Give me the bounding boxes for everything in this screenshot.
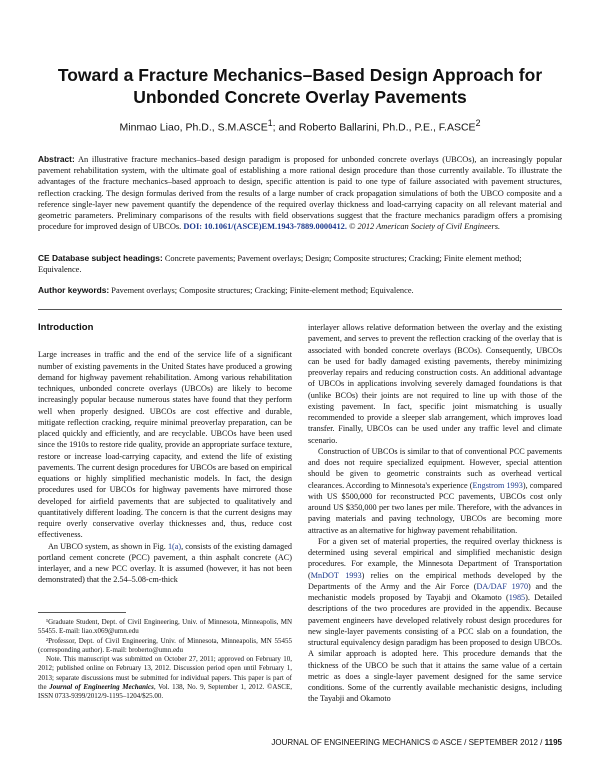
header-divider: [38, 309, 562, 310]
footer-journal: JOURNAL OF ENGINEERING MECHANICS © ASCE / SEPTEMBER 2012 /: [271, 738, 543, 747]
title-line-2: Unbonded Concrete Overlay Pavements: [133, 87, 467, 107]
intro-p2-text-a: An UBCO system, as shown in Fig.: [48, 541, 166, 551]
ref-tayabji-1985[interactable]: 1985: [508, 593, 526, 602]
right-p3-text-b: ) relies on the empirical methods developed by the Departments of the Army and the Air Force (: [308, 570, 562, 591]
right-p2-text-a: Construction of UBCOs is similar to that of conventional PCC pavements and does not require specialized equipment. However, special attention should be given to geometric constraints such as overhead vertical clearances. According to Minnesota's experience (: [308, 446, 562, 490]
author-keywords-text: Pavement overlays; Composite structures; Cracking; Finite-element method; Equivalence.: [111, 286, 414, 295]
right-paragraph-2: [308, 446, 562, 536]
right-column: [308, 322, 562, 705]
author-keywords: [38, 285, 562, 296]
abstract-text: An illustrative fracture mechanics–based design paradigm is proposed for unbonded concrete overlays (UBCOs), an increasingly popular pavement rehabilitation system, with the ultimate goal of establishing a more rational design procedure than those currently available. To illustrate the advantages of the fracture mechanics–based approach to design, specific attention is paid to one type of failure associated with pavement structures, reflection cracking. The design formulas derived from the results of a large number of crack propagation simulations of both the UBCO composite and a reference single-layer new pavement quantify the dependence of the required overlay thickness and load-carrying capacity on all relevant material and geometric parameters. Preliminary comparisons of the results with field observations suggest that the fracture mechanics paradigm offers a promising procedure for improved design of UBCOs.: [38, 155, 562, 232]
section-heading-introduction: Introduction: [38, 322, 94, 333]
intro-paragraph-2: [38, 541, 292, 586]
abstract-label: Abstract:: [38, 154, 75, 164]
author-line: [40, 118, 560, 134]
right-p3-text-c: ) and the mechanistic models proposed by Tayabji and Okamoto (: [308, 581, 562, 602]
right-p2-text-b: ), compared with US $500,000 for reconstructed PCC pavements, UBCOs cost only around US $350,000 per two lanes per mile. Therefore, with the advances in paving materials and paving technology, UBCOs are becoming more attractive as an alternative for highway pavement rehabilitation.: [308, 480, 562, 535]
note-text-b: , Vol. 138, No. 9, September 1, 2012. ©ASCE, ISSN 0733-9399/2012/9-1195–1204/$25.00.: [38, 683, 293, 701]
note-text-a: Note. This manuscript was submitted on October 27, 2011; approved on February 10, 2012; published online on February 13, 2012. Discussion period open until February 1, 2013; separate discussions must be submitted for individual papers. This paper is part of the: [38, 655, 292, 692]
author-2-affil: 2: [475, 118, 481, 128]
footnote-rule: [38, 612, 126, 613]
ce-headings-text: Concrete pavements; Pavement overlays; Design; Composite structures; Cracking; Finite element method; Equivalence.: [38, 254, 522, 275]
paper-title: [40, 64, 560, 108]
figure-1a-link[interactable]: 1(a): [167, 541, 182, 551]
ref-dadaf-1970[interactable]: DA/DAF 1970: [476, 581, 529, 591]
footnote-note: [38, 655, 292, 701]
copyright: © 2012 American Society of Civil Engineers.: [349, 222, 501, 232]
intro-paragraph-1: Large increases in traffic and the end of the service life of a significant number of existing pavements in the United States have produced a growing demand for highway pavement rehabilitation. Among various rehabilitation techniques, unbonded concrete overlays (UBCOs) are likely to become increasingly popular because numerous states have found that they perform well when properly designed. UBCOs are cost effective and durable, mitigate reflection cracking, require minimal preoverlay preparation, can be placed quickly and efficiently, and are recyclable. UBCOs have been used since the 1910s to restore ride quality, provide an appropriate surface texture, restore or increase load-carrying capacity, and extend the life of existing pavements. The current design procedures for UBCOs are based on empirical equations or highly simplified mechanistic models. In fact, the design procedures used for UBCOs for highway pavements have mirrored those developed for airfield pavements that are subjected to qualitatively and quantitatively different loading. The concern is that the current designs may require overly conservative overlay thicknesses and, thus, reduce cost effectiveness.: [38, 350, 292, 540]
left-column: [38, 322, 292, 586]
doi-link[interactable]: DOI: 10.1061/(ASCE)EM.1943-7889.0000412.: [183, 222, 347, 232]
footnotes: [38, 618, 292, 702]
ref-engstrom-1993[interactable]: Engstrom 1993: [472, 480, 523, 490]
note-journal: Journal of Engineering Mechanics: [49, 683, 154, 692]
ref-mndot-1993[interactable]: MnDOT 1993: [310, 570, 362, 580]
author-keywords-label: Author keywords:: [38, 285, 110, 295]
intro-p2-text-b: , consists of the existing damaged portland cement concrete (PCC) pavement, a thin asphalt concrete (AC) interlayer, and a new PCC overlay. It is assumed (however, it has not been demonstrated) that the 2.54–5.08-cm-thick: [38, 541, 293, 585]
abstract: [38, 154, 562, 232]
right-p3-text-d: ). Detailed descriptions of the two procedures are provided in the appendix. Because pavement engineers have developed relatively robust design procedures for new single-layer pavements consisting of a PCC slab on a foundation, the structural equivalency design paradigm has been proposed to design UBCOs. A similar approach is adopted here. This procedure demands that the thickness of the UBCO be such that it attains the same value of a certain metric as does a single-layer pavement designed for the same service conditions. Some of the currently available mechanistic designs, including the Tayabji and Okamoto: [308, 593, 562, 704]
right-p3-text-a: For a given set of material properties, the required overlay thickness is determined using several empirical and simplified mechanistic design procedures. For example, the Minnesota Department of Transportation (: [308, 536, 562, 580]
author-2: ; and Roberto Ballarini, Ph.D., P.E., F.ASCE: [272, 121, 476, 134]
footnote-2: ²Professor, Dept. of Civil Engineering, Univ. of Minnesota, Minneapolis, MN 55455 (corresponding author). E-mail: broberto@umn.edu: [38, 636, 292, 654]
title-line-1: Toward a Fracture Mechanics–Based Design Approach for: [57, 65, 543, 85]
ce-headings-label: CE Database subject headings:: [38, 253, 163, 263]
footnote-1: ¹Graduate Student, Dept. of Civil Engineering, Univ. of Minnesota, Minneapolis, MN 55455. E-mail: liao.x069@umn.edu: [38, 618, 292, 636]
right-paragraph-1: interlayer allows relative deformation between the overlay and the existing pavement, and serves to prevent the reflection cracking of the overlay that is associated with bonded concrete overlays (BCOs). Consequently, UBCOs can be used for badly damaged existing pavements, thereby minimizing preoverlay repairs and reducing construction costs. An additional advantage of UBCOs in applications involving severely damaged foundations is that (unlike BCOs) their joints are not required to line up with those of the existing pavement. In fact, specific joint mismatching is usually recommended to provide a sleeper slab arrangement, which improves load transfer. Finally, UBCOs can be used under any traffic level and climate scenario.: [308, 323, 562, 445]
page-footer: [271, 738, 562, 747]
page-number: 1195: [544, 738, 562, 747]
author-1: Minmao Liao, Ph.D., S.M.ASCE: [119, 121, 268, 134]
ce-subject-headings: [38, 253, 562, 275]
author-1-affil: 1: [267, 118, 273, 128]
right-paragraph-3: [308, 536, 562, 705]
